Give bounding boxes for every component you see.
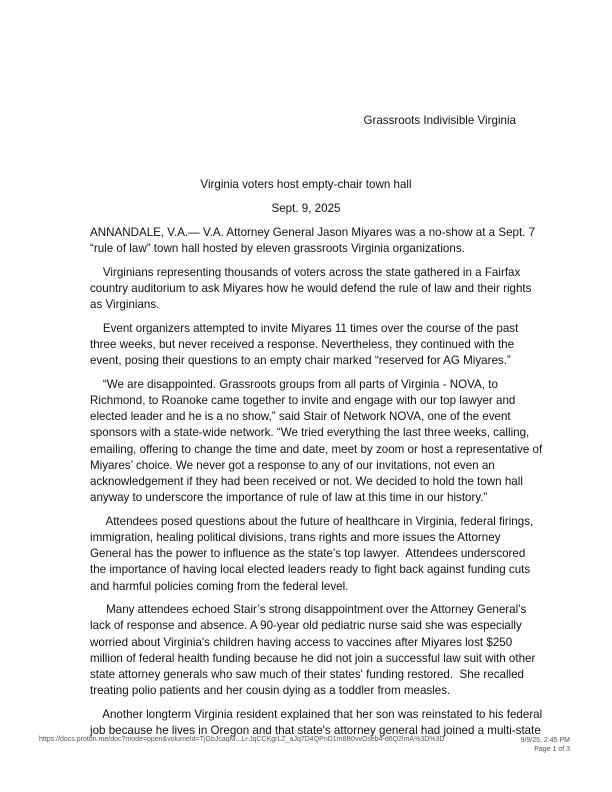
paragraph-line: lack of response and absence. A 90-year old pediatric nurse said she was especially (90, 619, 522, 633)
paragraph (90, 514, 534, 595)
organization-name: Grassroots Indivisible Virginia (363, 114, 516, 127)
paragraph-line: ANNANDALE, V.A.— V.A. Attorney General Jason Miyares was a no-show at a Sept. 7 (90, 226, 536, 239)
paragraph (90, 265, 530, 314)
paragraph-line: immigration, healing political divisions, trans rights and more issues the Attorney (90, 531, 501, 545)
paragraph-line: Many attendees echoed Stair’s strong disappointment over the Attorney General’s (90, 603, 527, 617)
paragraph-line: Richmond, to Roanoke came together to invite and engage with our top lawyer and (90, 394, 516, 407)
paragraph-line: as Virginians. (90, 298, 160, 312)
paragraph-line: “rule of law” town hall hosted by eleven grassroots Virginia organizations. (90, 242, 465, 256)
article-body (90, 225, 543, 747)
paragraph-line: “We are disappointed. Grassroots groups from all parts of Virginia - NOVA, to (90, 377, 498, 391)
paragraph-line: Event organizers attempted to invite Miyares 11 times over the course of the past (90, 321, 519, 335)
paragraph-line: Virginians representing thousands of voters across the state gathered in a Fairfax (90, 265, 521, 279)
paragraph-line: event, posing their questions to an empty chair marked “reserved for AG Miyares.” (90, 354, 511, 368)
paragraph-line: treating polio patients and her cousin dying as a toddler from measles. (90, 684, 451, 698)
paragraph (90, 707, 543, 739)
paragraph-line: elected leader and he is a no show,” said Stair of Network NOVA, one of the event (90, 410, 511, 424)
paragraph-line: General has the power to influence as the state's top lawyer. Attendees underscored (90, 547, 526, 561)
paragraph-line: the importance of having local elected leaders ready to fight back against funding cuts (90, 563, 531, 577)
paragraph-line: acknowledgement if they had been received or not. We decided to hold the town hall (90, 475, 523, 489)
paragraph (90, 602, 536, 699)
paragraph-line: country auditorium to ask Miyares how he would defend the rule of law and their rights (90, 282, 532, 295)
paragraph-line: Another longterm Virginia resident explained that her son was reinstated to his federal (90, 707, 543, 721)
footer-url: https://docs.proton.me/doc?mode=open&volumeId=TjGbJcaqM...Li-JqCCKgrLZ_aJq7D4QPnD1m8B0vvOseb4-d6Q2lmA%3D%3D (39, 736, 445, 743)
paragraph-line: sponsors with a state-wide network. “We tried everything the last three weeks, calling, (90, 426, 530, 440)
paragraph-line: million of federal health funding because he did not join a successful law suit with other (90, 651, 536, 665)
paragraph (90, 377, 543, 507)
paragraph-line: anyway to underscore the importance of rule of law at this time in our history.” (90, 491, 488, 505)
paragraph-line: and harmful policies coming from the federal level. (90, 579, 349, 593)
paragraph (90, 321, 530, 370)
paragraph-line: worried about Virginia's children having access to vaccines after Miyares lost $250 (90, 635, 513, 649)
paragraph-line: Miyares’ choice. We never got a response to any of our invitations, not even an (90, 458, 495, 472)
footer-page-number: Page 1 of 3 (534, 746, 570, 753)
paragraph-line: three weeks, but never received a response. Nevertheless, they continued with the (90, 338, 515, 351)
paragraph-line: Attendees posed questions about the future of healthcare in Virginia, federal firings, (90, 514, 534, 528)
footer-timestamp: 9/9/25, 2:45 PM (520, 737, 570, 744)
paragraph-line: state attorney generals who saw much of their states' funding restored. She recalled (90, 668, 524, 682)
paragraph-line: job because he lives in Oregon and that state's attorney general had joined a multi-state (90, 724, 541, 738)
article-title: Virginia voters host empty-chair town hall (200, 178, 412, 191)
footer-meta (521, 736, 570, 754)
article-date: Sept. 9, 2025 (271, 202, 341, 215)
paragraph (90, 225, 536, 257)
paragraph-line: emailing, offering to change the time and date, meet by zoom or host a representative of (90, 442, 543, 456)
